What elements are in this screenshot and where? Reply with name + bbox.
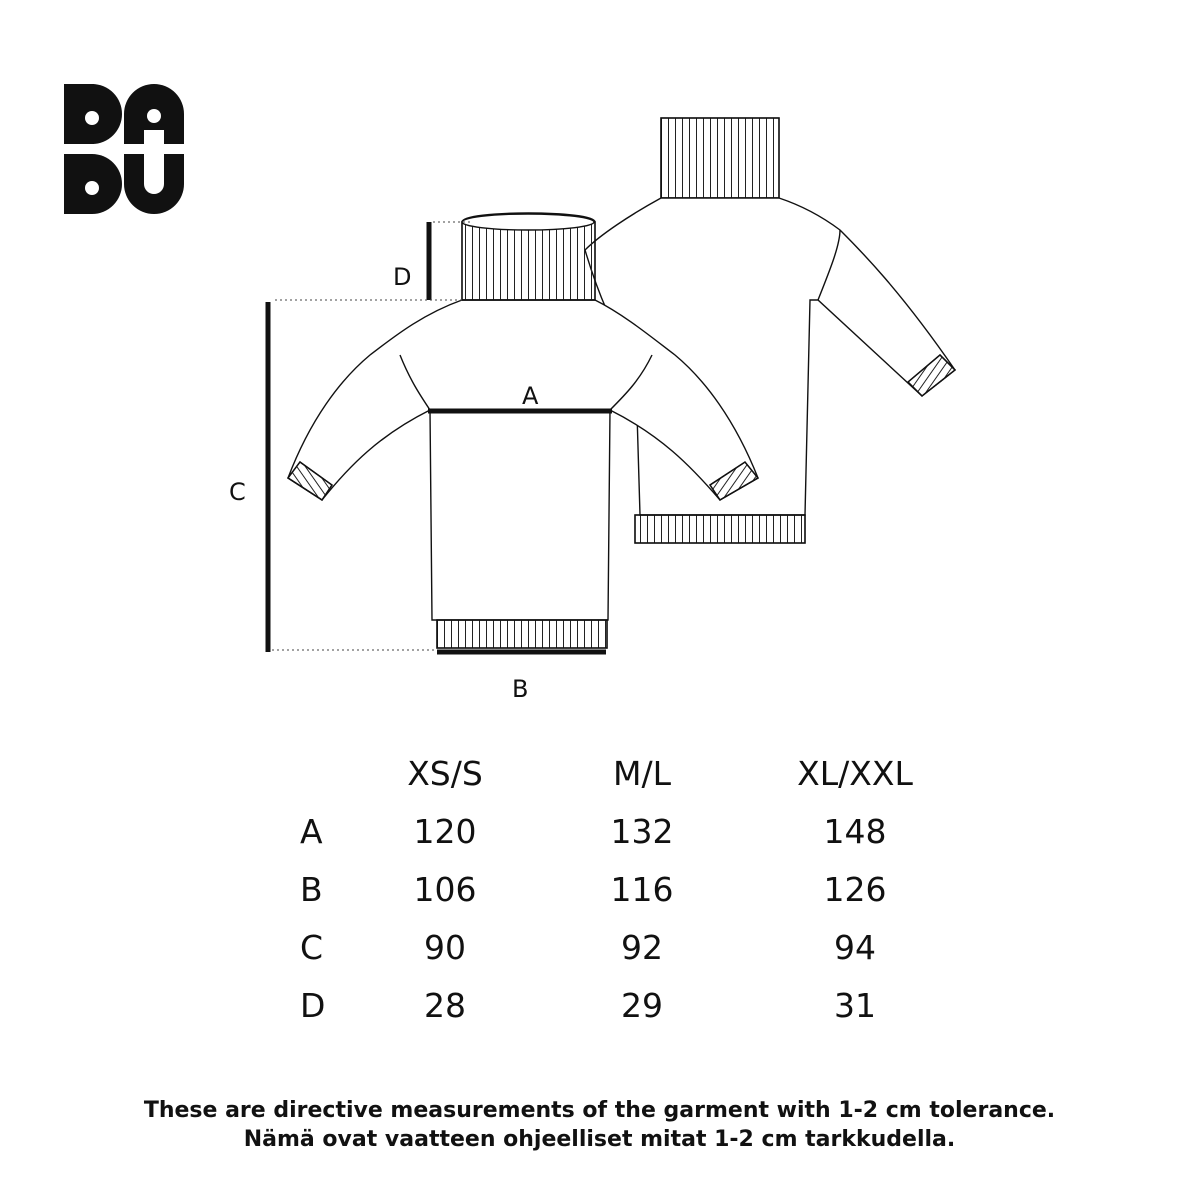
table-cell: 106 <box>413 870 477 909</box>
row-label-c: C <box>300 928 324 967</box>
footer-line-finnish: Nämä ovat vaatteen ohjeelliset mitat 1-2 cm tarkkudella. <box>243 1127 956 1152</box>
footer-line-english: These are directive measurements of the garment with 1-2 cm tolerance. <box>143 1098 1056 1123</box>
table-cell: 126 <box>823 870 887 909</box>
row-label-b: B <box>300 870 323 909</box>
dimension-a-label: A <box>522 382 539 410</box>
footer-note <box>0 1098 1199 1152</box>
table-cell: 148 <box>823 812 887 851</box>
row-label-a: A <box>300 812 323 851</box>
table-cell: 28 <box>424 986 466 1025</box>
table-cell: 132 <box>610 812 674 851</box>
column-header-xs-s: XS/S <box>407 754 483 793</box>
table-cell: 116 <box>610 870 674 909</box>
column-header-m-l: M/L <box>613 754 671 793</box>
table-cell: 90 <box>424 928 466 967</box>
table-cell: 31 <box>834 986 876 1025</box>
dimension-d-label: D <box>393 263 412 291</box>
table-cell: 92 <box>621 928 663 967</box>
table-cell: 94 <box>834 928 876 967</box>
table-cell: 29 <box>621 986 663 1025</box>
papu-logo <box>64 84 184 214</box>
column-header-xl-xxl: XL/XXL <box>797 754 913 793</box>
table-cell: 120 <box>413 812 477 851</box>
dimension-c-label: C <box>229 478 246 506</box>
dimension-b-label: B <box>512 675 529 703</box>
row-label-d: D <box>300 986 326 1025</box>
